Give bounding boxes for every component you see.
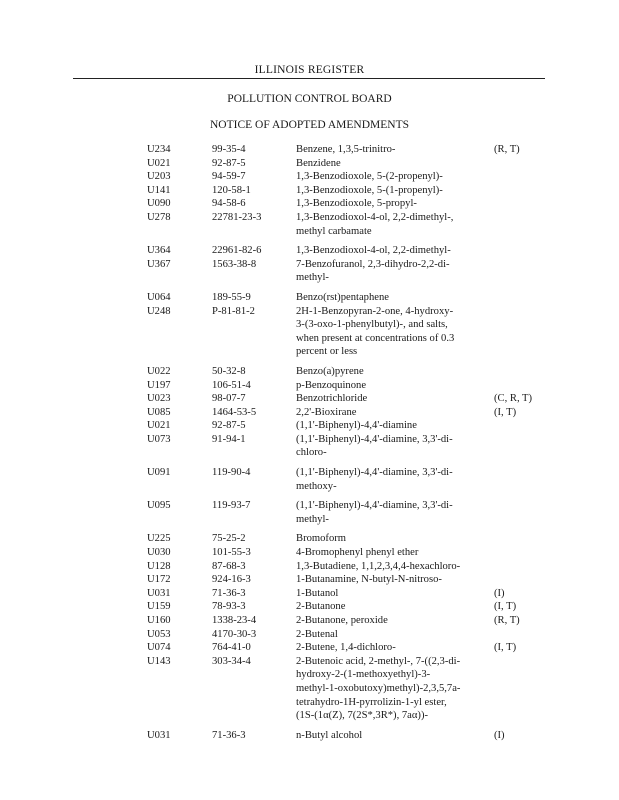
substance-name xyxy=(296,379,491,393)
waste-code: U143 xyxy=(147,655,171,667)
cas-number: 1464-53-5 xyxy=(212,406,257,418)
table-row xyxy=(0,365,619,379)
waste-code: U160 xyxy=(147,615,171,626)
substance-name-line: 1,3-Butadiene, 1,1,2,3,4,4-hexachloro- xyxy=(296,560,461,572)
substance-name-line: tetrahydro-1H-pyrrolizin-1-yl ester, xyxy=(296,696,447,708)
substance-name-line: 1,3-Benzodioxol-4-ol, 2,2-dimethyl-, xyxy=(296,211,454,223)
table-row xyxy=(0,379,619,393)
cas-number: 924-16-3 xyxy=(212,574,251,586)
substance-name xyxy=(296,614,491,628)
substance-name xyxy=(296,258,491,285)
substance-name-line: (1,1'-Biphenyl)-4,4'-diamine, 3,3'-di- xyxy=(296,467,453,479)
waste-code: U248 xyxy=(147,305,171,317)
table-row xyxy=(0,143,619,157)
cas-number: 98-07-7 xyxy=(212,393,246,405)
table-row xyxy=(0,244,619,258)
cas-number: 94-59-7 xyxy=(212,171,246,183)
table-row xyxy=(0,532,619,546)
waste-code: U159 xyxy=(147,601,171,613)
register-title: ILLINOIS REGISTER xyxy=(254,64,365,76)
waste-code: U030 xyxy=(147,547,171,559)
cas-number: 303-34-4 xyxy=(212,655,251,667)
substance-name-line: methyl- xyxy=(296,513,329,525)
cas-number: 87-68-3 xyxy=(212,560,246,572)
substance-name xyxy=(296,600,491,614)
substance-name-line: methyl-1-oxobutoxy)methyl)-2,3,5,7a- xyxy=(296,682,461,694)
substance-name-line: 2-Butenoic acid, 2-methyl-, 7-((2,3-di- xyxy=(296,655,461,667)
substance-name xyxy=(296,532,491,546)
cas-number: 119-90-4 xyxy=(212,467,251,479)
cas-number: 50-32-8 xyxy=(212,365,246,377)
cas-number: 1338-23-4 xyxy=(212,615,257,626)
substance-name-line: 4-Bromophenyl phenyl ether xyxy=(296,547,419,559)
cas-number: 71-36-3 xyxy=(212,587,246,599)
table-row xyxy=(0,587,619,601)
waste-code: U172 xyxy=(147,574,171,586)
waste-code: U141 xyxy=(147,184,171,196)
substance-name-line: Benzo(rst)pentaphene xyxy=(296,291,389,303)
waste-code: U073 xyxy=(147,433,171,445)
waste-code: U085 xyxy=(147,406,171,418)
waste-code: U197 xyxy=(147,379,171,391)
cas-number: P-81-81-2 xyxy=(212,305,255,317)
substance-name-line: 2-Butenal xyxy=(296,628,338,640)
cas-number: 120-58-1 xyxy=(212,184,251,196)
substance-name xyxy=(296,157,491,171)
substance-name xyxy=(296,197,491,211)
waste-code-table xyxy=(0,143,619,742)
substance-name-line: Benzidene xyxy=(296,157,341,169)
substance-name xyxy=(296,392,491,406)
cas-number: 92-87-5 xyxy=(212,157,246,169)
cas-number: 22781-23-3 xyxy=(212,211,262,223)
table-row xyxy=(0,157,619,171)
substance-name xyxy=(296,587,491,601)
substance-name xyxy=(296,655,491,723)
substance-name-line: Benzo(a)pyrene xyxy=(296,365,364,377)
waste-code: U095 xyxy=(147,500,171,512)
hazard-code: (I, T) xyxy=(494,642,517,654)
waste-code: U021 xyxy=(147,420,171,432)
substance-name xyxy=(296,628,491,642)
waste-code: U225 xyxy=(147,533,171,545)
substance-name-line: (1,1'-Biphenyl)-4,4'-diamine, 3,3'-di- xyxy=(296,433,453,445)
table-row xyxy=(0,258,619,285)
cas-number: 22961-82-6 xyxy=(212,245,262,257)
waste-code: U021 xyxy=(147,157,171,169)
hazard-code: (I) xyxy=(494,729,505,741)
hazard-code: (R, T) xyxy=(494,615,520,626)
cas-number: 75-25-2 xyxy=(212,533,246,545)
table-row xyxy=(0,614,619,628)
waste-code: U023 xyxy=(147,393,171,405)
table-row xyxy=(0,392,619,406)
substance-name-line: (1,1'-Biphenyl)-4,4'-diamine xyxy=(296,420,417,432)
cas-number: 99-35-4 xyxy=(212,144,246,155)
substance-name-line: 2-Butanone xyxy=(296,601,346,613)
substance-name-line: 1,3-Benzodioxole, 5-(2-propenyl)- xyxy=(296,171,443,183)
cas-number: 119-93-7 xyxy=(212,500,251,512)
substance-name-line: (1,1'-Biphenyl)-4,4'-diamine, 3,3'-di- xyxy=(296,500,453,512)
hazard-code: (R, T) xyxy=(494,144,520,155)
cas-number: 92-87-5 xyxy=(212,420,246,432)
table-row xyxy=(0,406,619,420)
substance-name xyxy=(296,546,491,560)
cas-number: 764-41-0 xyxy=(212,642,251,654)
substance-name xyxy=(296,211,491,238)
substance-name xyxy=(296,466,491,493)
substance-name-line: p-Benzoquinone xyxy=(296,379,367,391)
substance-name xyxy=(296,560,491,574)
substance-name xyxy=(296,365,491,379)
cas-number: 94-58-6 xyxy=(212,198,246,210)
substance-name-line: methoxy- xyxy=(296,480,337,492)
substance-name xyxy=(296,406,491,420)
table-row xyxy=(0,305,619,359)
table-row xyxy=(0,433,619,460)
waste-code: U090 xyxy=(147,198,171,210)
waste-code: U074 xyxy=(147,642,171,654)
substance-name-line: methyl- xyxy=(296,272,329,284)
waste-code: U091 xyxy=(147,467,171,479)
table-row xyxy=(0,170,619,184)
substance-name xyxy=(296,143,491,157)
table-row xyxy=(0,197,619,211)
hazard-code: (I) xyxy=(494,587,505,599)
board-title: POLLUTION CONTROL BOARD xyxy=(227,93,392,105)
cas-number: 91-94-1 xyxy=(212,433,246,445)
substance-name-line: when present at concentrations of 0.3 xyxy=(296,332,455,344)
substance-name-line: n-Butyl alcohol xyxy=(296,729,363,741)
waste-code: U053 xyxy=(147,628,171,640)
substance-name xyxy=(296,641,491,655)
substance-name-line: 1,3-Benzodioxole, 5-(1-propenyl)- xyxy=(296,184,443,196)
substance-name-line: 2-Butanone, peroxide xyxy=(296,615,388,626)
substance-name-line: Benzene, 1,3,5-trinitro- xyxy=(296,144,396,155)
table-row xyxy=(0,466,619,493)
cas-number: 101-55-3 xyxy=(212,547,251,559)
table-row xyxy=(0,291,619,305)
table-row xyxy=(0,546,619,560)
substance-name-line: 2,2'-Bioxirane xyxy=(296,406,357,418)
substance-name-line: hydroxy-2-(1-methoxyethyl)-3- xyxy=(296,669,431,681)
header-rule xyxy=(73,78,545,79)
substance-name xyxy=(296,433,491,460)
waste-code: U367 xyxy=(147,258,171,270)
waste-code: U031 xyxy=(147,729,171,741)
waste-code: U031 xyxy=(147,587,171,599)
table-row xyxy=(0,655,619,723)
waste-code: U064 xyxy=(147,291,171,303)
table-row xyxy=(0,628,619,642)
table-row xyxy=(0,600,619,614)
table-row xyxy=(0,560,619,574)
substance-name-line: (1S-(1α(Z), 7(2S*,3R*), 7aα))- xyxy=(296,710,429,722)
waste-code: U278 xyxy=(147,211,171,223)
substance-name xyxy=(296,419,491,433)
substance-name xyxy=(296,244,491,258)
hazard-code: (I, T) xyxy=(494,406,517,418)
waste-code: U234 xyxy=(147,144,171,155)
substance-name-line: 3-(3-oxo-1-phenylbutyl)-, and salts, xyxy=(296,319,448,331)
substance-name xyxy=(296,170,491,184)
substance-name xyxy=(296,573,491,587)
substance-name-line: 7-Benzofuranol, 2,3-dihydro-2,2-di- xyxy=(296,258,450,270)
cas-number: 106-51-4 xyxy=(212,379,251,391)
table-row xyxy=(0,729,619,743)
table-row xyxy=(0,211,619,238)
table-row xyxy=(0,419,619,433)
cas-number: 4170-30-3 xyxy=(212,628,257,640)
waste-code: U128 xyxy=(147,560,171,572)
notice-title: NOTICE OF ADOPTED AMENDMENTS xyxy=(209,119,410,131)
substance-name xyxy=(296,305,491,359)
substance-name xyxy=(296,499,491,526)
substance-name xyxy=(296,291,491,305)
substance-name-line: chloro- xyxy=(296,447,327,459)
table-row xyxy=(0,573,619,587)
hazard-code: (I, T) xyxy=(494,601,517,613)
substance-name-line: 2-Butene, 1,4-dichloro- xyxy=(296,642,396,654)
substance-name-line: 2H-1-Benzopyran-2-one, 4-hydroxy- xyxy=(296,305,454,317)
waste-code: U364 xyxy=(147,245,171,257)
cas-number: 1563-38-8 xyxy=(212,258,257,270)
substance-name-line: Bromoform xyxy=(296,533,347,545)
table-row xyxy=(0,641,619,655)
substance-name-line: methyl carbamate xyxy=(296,225,372,237)
cas-number: 78-93-3 xyxy=(212,601,246,613)
cas-number: 189-55-9 xyxy=(212,291,251,303)
table-row xyxy=(0,499,619,526)
substance-name-line: Benzotrichloride xyxy=(296,393,368,405)
hazard-code: (C, R, T) xyxy=(494,393,533,405)
substance-name-line: 1,3-Benzodioxole, 5-propyl- xyxy=(296,198,417,210)
substance-name xyxy=(296,184,491,198)
substance-name-line: 1-Butanol xyxy=(296,587,339,599)
waste-code: U203 xyxy=(147,171,171,183)
waste-code: U022 xyxy=(147,365,171,377)
substance-name-line: 1,3-Benzodioxol-4-ol, 2,2-dimethyl- xyxy=(296,245,451,257)
substance-name-line: 1-Butanamine, N-butyl-N-nitroso- xyxy=(296,574,442,586)
substance-name-line: percent or less xyxy=(296,346,358,358)
substance-name xyxy=(296,729,491,743)
cas-number: 71-36-3 xyxy=(212,729,246,741)
table-row xyxy=(0,184,619,198)
